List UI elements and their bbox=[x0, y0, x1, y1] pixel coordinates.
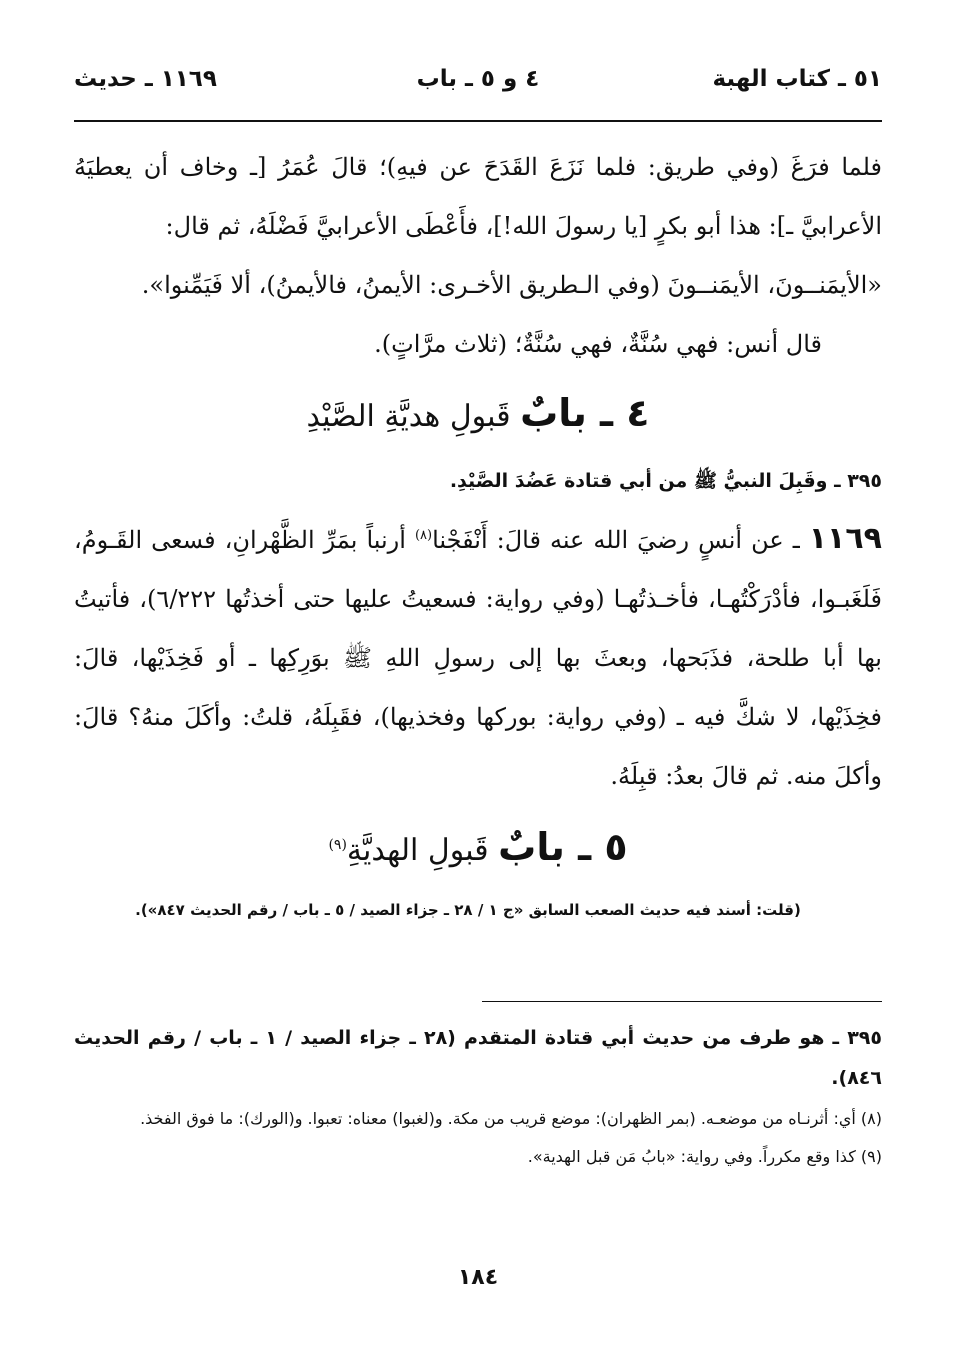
header-rule bbox=[74, 120, 882, 122]
footnote-marker-9: (٩) bbox=[328, 837, 347, 853]
chapter-number: ٥ ـ بابٌ bbox=[498, 825, 628, 869]
header-book-title: ٥١ ـ كتاب الهبة bbox=[712, 66, 882, 92]
footnote-8: (٨) أي: أثرنـاه من موضعـه. (بمر الظهران): موضع قريب من مكة. و(لغبوا) معناه: تعبوا. و(الورك): ما فوق الفخذ. bbox=[140, 1109, 882, 1128]
book-page bbox=[74, 0, 882, 1356]
chapter-heading-4 bbox=[74, 378, 882, 452]
footnote-395: ٣٩٥ ـ هو طرف من حديث أبي قتادة المتقدم (٢٨ ـ جزاء الصيد / ١ ـ باب / رقم الحديث ٨٤٦). bbox=[74, 1027, 882, 1089]
hadith-number: ١١٦٩ bbox=[808, 521, 882, 556]
chapter-title: قَبولِ هديَّةِ الصَّيْدِ bbox=[306, 399, 511, 434]
chapter-translation-note: ٣٩٥ ـ وقَبِلَ النبيُّ ﷺ من أبي قتادة عَضُدَ الصَّيْدِ. bbox=[449, 470, 882, 492]
header-chapter: ٤ و ٥ ـ باب bbox=[416, 66, 540, 92]
running-header bbox=[74, 66, 882, 102]
footnote-rule bbox=[482, 1001, 882, 1002]
hadith-paragraph bbox=[74, 506, 882, 806]
chapter-heading-5 bbox=[74, 810, 882, 886]
chapter-title: قَبولِ الهديَّةِ bbox=[346, 833, 489, 868]
page-number: ١٨٤ bbox=[457, 1265, 499, 1290]
footnotes bbox=[74, 1018, 882, 1178]
header-hadith-number: ١١٦٩ ـ حديث bbox=[74, 66, 217, 92]
footnote-9: (٩) كذا وقع مكرراً. وفي رواية: «بابُ مَن قبل الهدية». bbox=[527, 1147, 882, 1166]
paragraph-continuation: فلما فرَغَ (وفي طريق: فلما نَزَعَ القَدَحَ عن فيهِ)؛ قالَ عُمَرُ [ـ وخاف أن يعطيَهُ الأعرابيَّ ـ]: هذا أبو بكرٍ [يا رسولَ الله!]، فأَعْطَى الأعرابيَّ فَضْلَهُ، ثم قال: bbox=[74, 153, 882, 240]
prophet-quote: «الأيمَنــونَ، الأيمَنــونَ (وفي الـطريق الأخـرى: الأيمنُ، فالأيمنُ)، ألا فَيَمِّنوا». bbox=[141, 271, 882, 299]
editor-note: (قلت: أسند فيه حديث الصعب السابق «ج ١ / ٢٨ ـ جزاء الصيد / ٥ ـ باب / رقم الحديث ٨٤٧»). bbox=[135, 901, 801, 919]
hadith-intro: ـ عن أنسٍ رضيَ الله عنه قالَ: أَنْفَجْنا bbox=[432, 526, 800, 554]
chapter-number: ٤ ـ بابٌ bbox=[520, 391, 650, 435]
hadith-text: أرنباً بمَرِّ الظَّهْرانِ، فسعى القَـومُ، فَلَغَبـوا، فأدْرَكْتُهـا، فأخـذتُهـا (وفي رواية: فسعيتُ عليها حتى أخذتُها ٦/٢٢٢)، فأتيتُ بها أبا طلحة، فذَبَحها، وبعثَ بها إلى رسولِ اللهِ ﷺ بوَرِكِها ـ أو فَخِذَيْها، قالَ: فخِذَيْها، لا شكَّ فيه ـ (وفي رواية: بوركها وفخذيها)، فقَبِلَهُ، قلتُ: وأكَلَ منهُ؟ قالَ: وأكلَ منه. ثم قالَ بعدُ: قبِلَهُ. bbox=[74, 526, 882, 790]
main-text bbox=[74, 138, 882, 930]
anas-statement: قال أنس: فهي سُنَّةٌ، فهي سُنَّةٌ؛ (ثلاث مرَّاتٍ). bbox=[374, 330, 822, 358]
footnote-marker-8: (٨) bbox=[414, 528, 433, 543]
